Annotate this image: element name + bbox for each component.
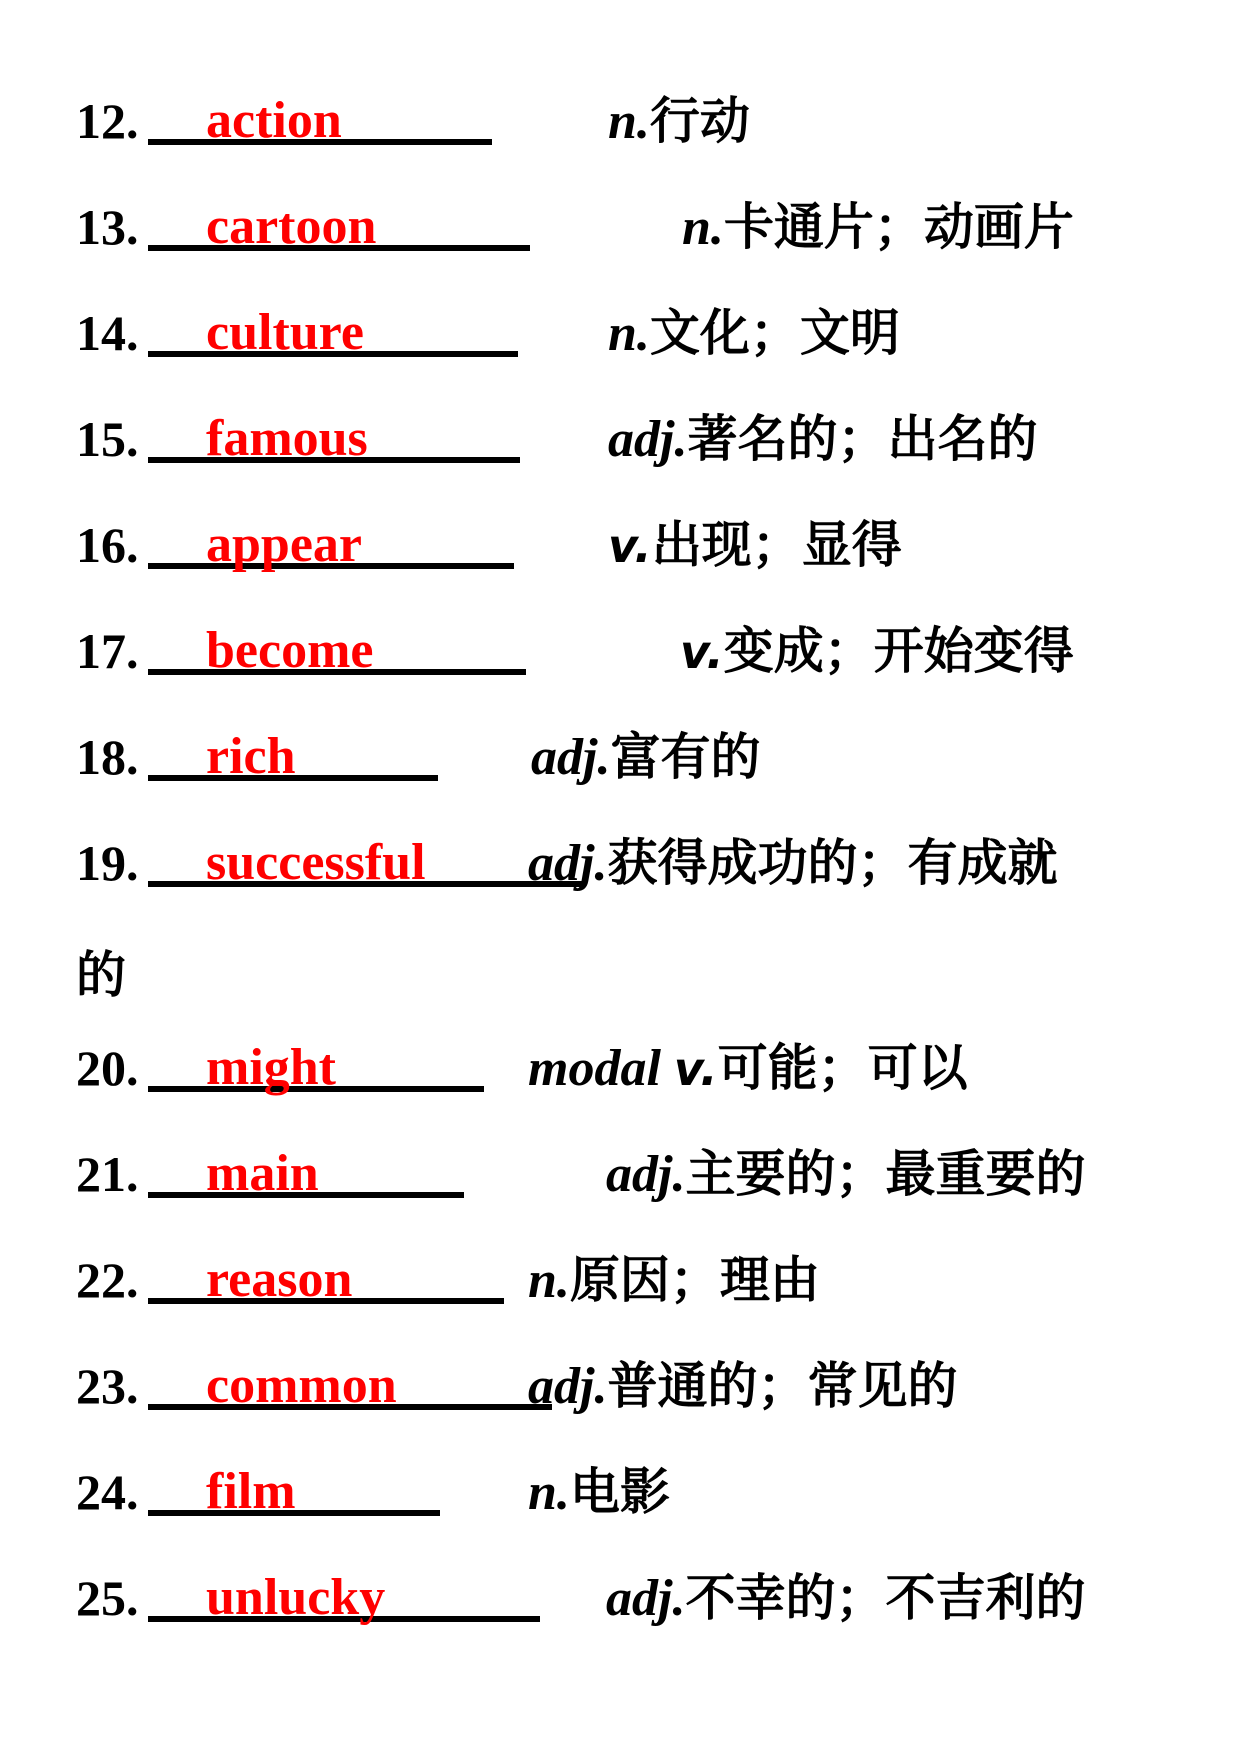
part-of-speech: n. bbox=[608, 305, 650, 362]
answer-word: main bbox=[206, 1145, 319, 1202]
item-number: 15. bbox=[76, 411, 139, 467]
item-number: 24. bbox=[76, 1464, 139, 1520]
item-number: 25. bbox=[76, 1570, 139, 1626]
part-of-speech: adj. bbox=[608, 411, 688, 468]
part-of-speech: adj. bbox=[531, 729, 611, 786]
meaning: 出现；显得 bbox=[651, 516, 902, 574]
answer-word: culture bbox=[206, 304, 364, 361]
part-of-speech: n. bbox=[682, 199, 724, 256]
meaning: 可能；可以 bbox=[717, 1039, 968, 1097]
definition bbox=[608, 81, 750, 162]
part-of-speech: n. bbox=[528, 1252, 570, 1309]
definition bbox=[680, 611, 1074, 692]
definition bbox=[608, 293, 900, 374]
definition bbox=[682, 187, 1074, 268]
answer-word: might bbox=[206, 1039, 336, 1096]
meaning: 富有的 bbox=[610, 728, 761, 786]
answer-word: common bbox=[206, 1357, 397, 1414]
definition bbox=[528, 1346, 957, 1427]
item-number: 12. bbox=[76, 93, 139, 149]
answer-word: become bbox=[206, 622, 374, 679]
meaning: 获得成功的；有成就 bbox=[607, 834, 1058, 892]
definition bbox=[608, 505, 902, 586]
part-of-speech: n. bbox=[608, 93, 650, 150]
part-of-speech: adj. bbox=[606, 1570, 686, 1627]
meaning: 著名的；出名的 bbox=[687, 410, 1038, 468]
meaning: 行动 bbox=[649, 92, 750, 150]
definition bbox=[528, 1452, 670, 1533]
part-of-speech-prefix: modal bbox=[528, 1040, 674, 1097]
definition bbox=[528, 1028, 968, 1109]
item-number: 13. bbox=[76, 199, 139, 255]
meaning: 不幸的；不吉利的 bbox=[685, 1569, 1086, 1627]
item-number: 18. bbox=[76, 729, 139, 785]
answer-word: reason bbox=[206, 1251, 353, 1308]
answer-word: cartoon bbox=[206, 198, 377, 255]
answer-word: famous bbox=[206, 410, 368, 467]
answer-word: film bbox=[206, 1463, 296, 1520]
definition-continuation: 的 bbox=[76, 946, 126, 1004]
definition bbox=[528, 1240, 820, 1321]
part-of-speech: adj. bbox=[528, 1358, 608, 1415]
part-of-speech: v. bbox=[608, 519, 652, 573]
item-number: 23. bbox=[76, 1358, 139, 1414]
answer-word: action bbox=[206, 92, 342, 149]
definition bbox=[608, 399, 1037, 480]
answer-word: rich bbox=[206, 728, 296, 785]
definition bbox=[528, 823, 1057, 904]
part-of-speech: adj. bbox=[606, 1146, 686, 1203]
meaning: 电影 bbox=[569, 1463, 670, 1521]
meaning: 变成；开始变得 bbox=[723, 622, 1074, 680]
item-number: 16. bbox=[76, 517, 139, 573]
definition bbox=[606, 1134, 1085, 1215]
part-of-speech: v. bbox=[673, 1042, 718, 1096]
part-of-speech: n. bbox=[528, 1464, 570, 1521]
meaning: 卡通片；动画片 bbox=[723, 198, 1074, 256]
answer-word: appear bbox=[206, 516, 362, 573]
item-number: 17. bbox=[76, 623, 139, 679]
item-number: 14. bbox=[76, 305, 139, 361]
item-number: 21. bbox=[76, 1146, 139, 1202]
definition bbox=[531, 717, 760, 798]
part-of-speech: v. bbox=[680, 625, 724, 679]
item-number: 19. bbox=[76, 835, 139, 891]
meaning: 主要的；最重要的 bbox=[685, 1145, 1086, 1203]
answer-word: successful bbox=[206, 834, 426, 891]
meaning: 文化；文明 bbox=[649, 304, 900, 362]
item-number: 20. bbox=[76, 1040, 139, 1096]
meaning: 普通的；常见的 bbox=[607, 1357, 958, 1415]
meaning: 原因；理由 bbox=[569, 1251, 820, 1309]
definition bbox=[606, 1558, 1085, 1639]
answer-word: unlucky bbox=[206, 1569, 386, 1626]
item-number: 22. bbox=[76, 1252, 139, 1308]
part-of-speech: adj. bbox=[528, 835, 608, 892]
